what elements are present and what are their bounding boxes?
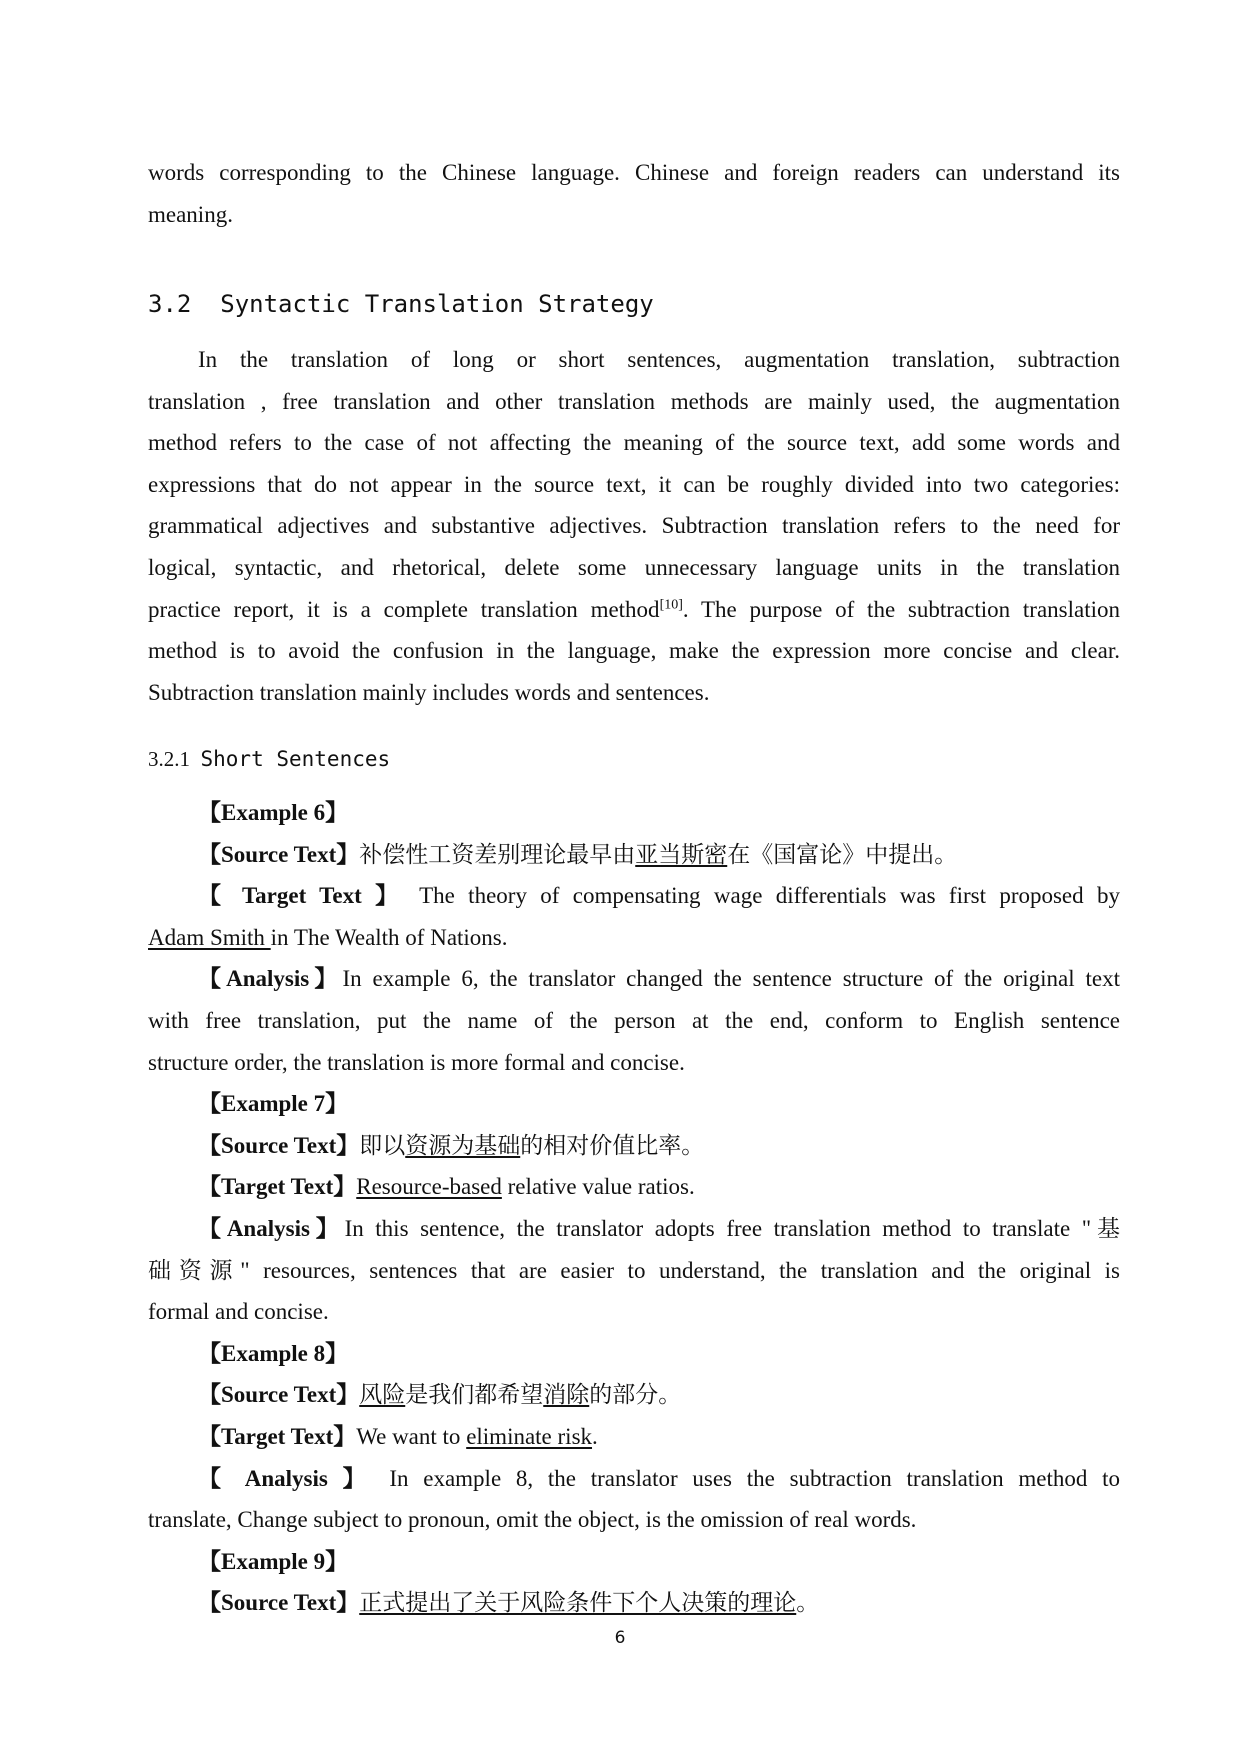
text-line xyxy=(148,1042,1120,1084)
text-line xyxy=(148,505,1120,547)
text-line xyxy=(148,464,1120,506)
text-line xyxy=(148,1000,1120,1042)
text-line xyxy=(148,1541,1120,1583)
text-segment: meaning. xyxy=(148,201,233,227)
text-line xyxy=(148,834,1120,876)
text-segment: method refers to the case of not affecting the meaning of the source text, add some words and xyxy=(148,430,1120,456)
text-line xyxy=(148,381,1120,423)
text-line xyxy=(148,1291,1120,1333)
text-segment: expressions that do not appear in the source text, it can be roughly divided into two categories: xyxy=(148,471,1120,497)
text-line xyxy=(148,1416,1120,1458)
text-line xyxy=(148,1125,1120,1167)
text-line xyxy=(148,1582,1120,1624)
text-line xyxy=(148,152,1120,194)
label-text: 【Target Text】 xyxy=(198,1174,357,1200)
text-segment: structure order, the translation is more formal and concise. xyxy=(148,1049,685,1075)
page-number: 6 xyxy=(614,1628,626,1648)
text-segment: 3.2.1 xyxy=(148,747,201,771)
label-text: 【Example 9】 xyxy=(198,1548,349,1574)
text-line xyxy=(148,283,1120,325)
text-segment: with free translation, put the name of the person at the end, conform to English sentence xyxy=(148,1007,1120,1033)
label-text: 【 Target Text 】 xyxy=(198,883,406,909)
underlined-text: 消除 xyxy=(543,1382,590,1408)
text-segment: In example 6, the translator changed the sentence structure of the original text xyxy=(342,966,1120,992)
text-segment: Short Sentences xyxy=(200,747,391,771)
text-line xyxy=(148,1250,1120,1292)
text-segment: words corresponding to the Chinese language. Chinese and foreign readers can understand its xyxy=(148,160,1120,185)
underlined-text: 资源为基础 xyxy=(405,1132,521,1158)
text-line xyxy=(148,1333,1120,1375)
text-segment: In this sentence, the translator adopts free translation method to translate "基 xyxy=(344,1215,1120,1241)
text-line xyxy=(148,1083,1120,1125)
label-text: 【Analysis】 xyxy=(198,966,343,992)
text-segment: 。 xyxy=(796,1590,820,1616)
text-line xyxy=(148,589,1120,631)
text-segment: 是我们都希望 xyxy=(405,1382,544,1408)
text-segment: 的部分。 xyxy=(589,1382,682,1408)
underlined-text: 正式提出了关于风险条件下个人决策的理论 xyxy=(359,1590,797,1616)
label-text: 【Analysis】 xyxy=(198,1215,345,1241)
text-segment: logical, syntactic, and rhetorical, delete some unnecessary language units in the translation xyxy=(148,554,1120,580)
text-line xyxy=(148,1374,1120,1416)
text-segment: 础资源" resources, sentences that are easier to understand, the translation and the original is xyxy=(148,1257,1120,1283)
text-segment: in The Wealth of Nations. xyxy=(270,924,508,950)
underlined-text: Adam Smith xyxy=(148,924,271,950)
citation: [10] xyxy=(659,596,683,612)
text-line xyxy=(148,1166,1120,1208)
text-line xyxy=(148,917,1120,959)
text-line xyxy=(148,422,1120,464)
label-text: 【 Analysis 】 xyxy=(198,1465,375,1491)
text-segment: 在《国富论》中提出。 xyxy=(727,841,958,867)
text-segment: grammatical adjectives and substantive adjectives. Subtraction translation refers to the need for xyxy=(148,513,1120,539)
label-text: 【Target Text】 xyxy=(198,1423,357,1449)
label-text: 【Example 6】 xyxy=(198,800,349,825)
label-text: 【Example 7】 xyxy=(198,1091,349,1117)
text-line xyxy=(148,194,1120,236)
text-segment: formal and concise. xyxy=(148,1299,329,1325)
examples-list xyxy=(148,792,1120,1624)
text-segment: The theory of compensating wage differentials was first proposed by xyxy=(405,883,1120,909)
text-line xyxy=(148,1208,1120,1250)
text-line xyxy=(148,672,1120,714)
underlined-text: Resource-based xyxy=(356,1174,502,1200)
text-line xyxy=(148,630,1120,672)
text-segment: 3.2 Syntactic Translation Strategy xyxy=(148,290,654,318)
label-text: 【Source Text】 xyxy=(198,841,360,867)
text-line xyxy=(148,547,1120,589)
text-segment: relative value ratios. xyxy=(501,1174,695,1200)
underlined-text: 亚当斯密 xyxy=(635,841,728,867)
text-line xyxy=(148,1499,1120,1541)
text-line xyxy=(148,792,1120,834)
text-segment: 的相对价值比率。 xyxy=(520,1132,705,1158)
text-segment: 补偿性工资差别理论最早由 xyxy=(359,841,636,867)
text-segment: Subtraction translation mainly includes words and sentences. xyxy=(148,679,710,705)
text-segment: In example 8, the translator uses the subtraction translation method to xyxy=(374,1465,1120,1491)
text-segment: We want to xyxy=(356,1423,467,1449)
text-line xyxy=(148,875,1120,917)
text-segment: translation , free translation and other translation methods are mainly used, the augmentation xyxy=(148,388,1120,414)
text-line xyxy=(148,339,1120,381)
subsection-heading xyxy=(148,739,1120,781)
text-line xyxy=(148,739,1120,781)
text-line xyxy=(148,958,1120,1000)
text-segment: practice report, it is a complete translation method xyxy=(148,596,660,622)
label-text: 【Source Text】 xyxy=(198,1590,360,1616)
label-text: 【Example 8】 xyxy=(198,1340,349,1366)
text-segment: In the translation of long or short sentences, augmentation translation, subtraction xyxy=(198,347,1120,372)
underlined-text: 风险 xyxy=(359,1382,406,1408)
text-line xyxy=(148,1458,1120,1500)
underlined-text: eliminate risk xyxy=(466,1423,593,1449)
intro-paragraph xyxy=(148,152,1120,235)
section-heading xyxy=(148,283,1120,325)
text-segment: . The purpose of the subtraction translation xyxy=(682,596,1120,622)
text-segment: . xyxy=(592,1423,598,1449)
text-segment: translate, Change subject to pronoun, omit the object, is the omission of real words. xyxy=(148,1507,917,1533)
text-segment: 即以 xyxy=(359,1132,406,1158)
label-text: 【Source Text】 xyxy=(198,1132,360,1158)
body-paragraph xyxy=(148,339,1120,713)
label-text: 【Source Text】 xyxy=(198,1382,360,1408)
text-segment: method is to avoid the confusion in the language, make the expression more concise and clear. xyxy=(148,638,1120,664)
